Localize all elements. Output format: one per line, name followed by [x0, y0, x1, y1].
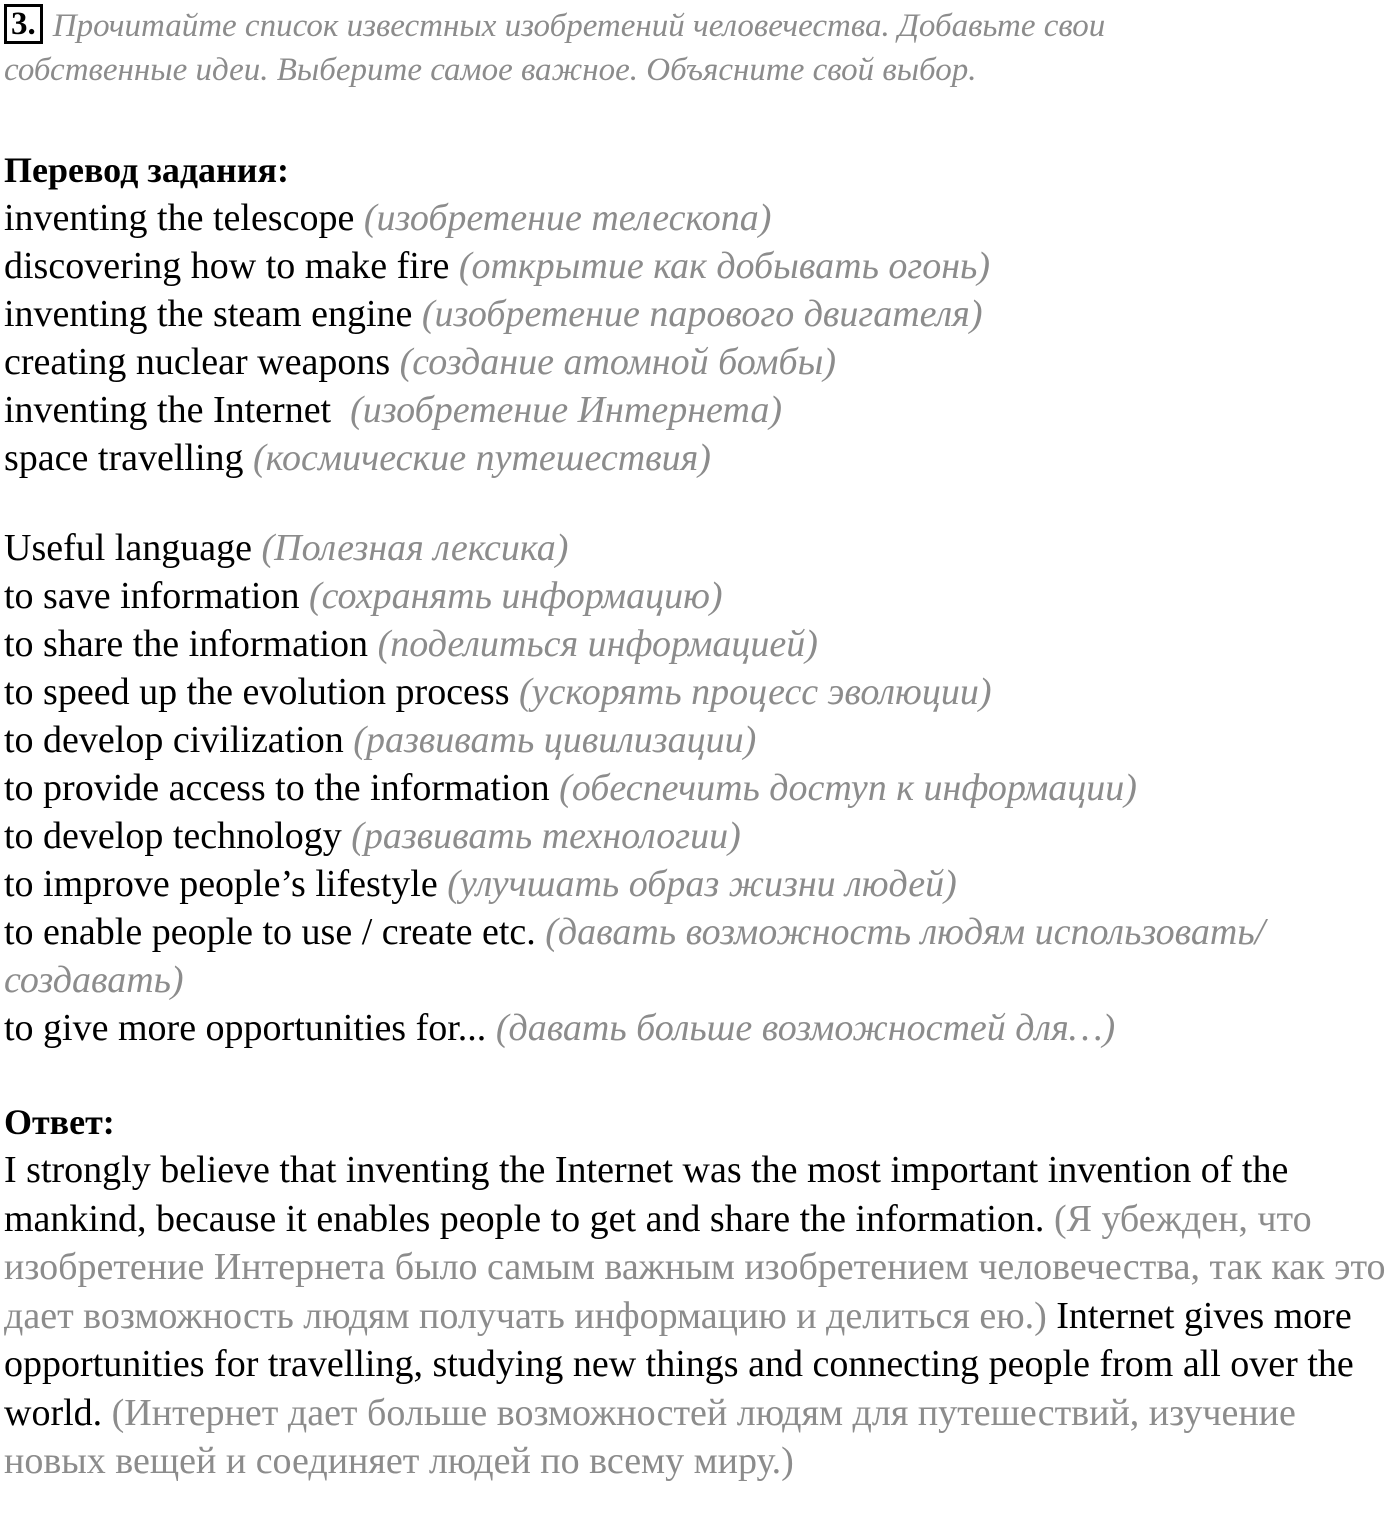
- item-russian: (создание атомной бомбы): [399, 341, 837, 383]
- instruction-line-1: Прочитайте список известных изобретений человечества. Добавьте свои: [52, 8, 1106, 44]
- item-russian: (изобретение телескопа): [363, 197, 772, 239]
- exercise-page: [4, 0, 1396, 1486]
- list-item: [4, 242, 1396, 290]
- answer-paragraph: [4, 1146, 1396, 1486]
- item-english: to enable people to use / create etc.: [4, 911, 536, 953]
- task-instruction: [4, 4, 1396, 92]
- translation-heading: Перевод задания:: [4, 150, 289, 190]
- item-russian: создавать): [4, 959, 184, 1001]
- list-item: [4, 812, 1396, 860]
- item-english: space travelling: [4, 437, 244, 479]
- item-russian: (изобретение парового двигателя): [421, 293, 983, 335]
- item-russian: (открытие как добывать огонь): [458, 245, 990, 287]
- list-item: [4, 290, 1396, 338]
- item-english: inventing the steam engine: [4, 293, 413, 335]
- item-english: to improve people’s lifestyle: [4, 863, 438, 905]
- item-russian: (поделиться информацией): [377, 623, 818, 665]
- item-english: inventing the telescope: [4, 197, 355, 239]
- list-item: [4, 194, 1396, 242]
- list-item: [4, 764, 1396, 812]
- list-item: [4, 716, 1396, 764]
- item-russian: (изобретение Интернета): [350, 389, 782, 431]
- item-english: to share the information: [4, 623, 369, 665]
- instruction-line-2: собственные идеи. Выберите самое важное. Объясните свой выбор.: [4, 52, 977, 88]
- useful-language-heading: [4, 524, 1396, 572]
- item-russian: (улучшать образ жизни людей): [447, 863, 957, 905]
- item-russian: (Полезная лексика): [261, 527, 569, 569]
- answer-russian-1: (Я убежден, что изобретение Интернета было самым важным изобретением человечества, так как это дает возможность людям получать информацию и делиться ею.): [4, 1197, 1386, 1337]
- list-item: [4, 860, 1396, 908]
- item-english: to develop civilization: [4, 719, 344, 761]
- list-item: [4, 908, 1396, 956]
- useful-language-list: [4, 524, 1396, 1052]
- answer-russian-2: (Интернет дает больше возможностей людям для путешествий, изучение новых вещей и соединяет людей по всему миру.): [4, 1391, 1296, 1482]
- item-russian: (давать больше возможностей для…): [495, 1007, 1116, 1049]
- list-item: [4, 338, 1396, 386]
- list-item: [4, 572, 1396, 620]
- spacer: [4, 482, 1396, 524]
- item-russian: (ускорять процесс эволюции): [519, 671, 992, 713]
- list-item: [4, 434, 1396, 482]
- item-english: to develop technology: [4, 815, 342, 857]
- item-russian: (развивать цивилизации): [353, 719, 757, 761]
- item-russian: (развивать технологии): [351, 815, 741, 857]
- answer-english-2: Internet gives more opportunities for travelling, studying new things and connecting people from all over the world.: [4, 1294, 1354, 1434]
- item-english: to give more opportunities for...: [4, 1007, 487, 1049]
- item-english: to speed up the evolution process: [4, 671, 510, 713]
- item-english: Useful language: [4, 527, 252, 569]
- answer-english-1: I strongly believe that inventing the Internet was the most important invention of the mankind, because it enables people to get and share the information.: [4, 1149, 1289, 1240]
- item-english: inventing the Internet: [4, 389, 332, 431]
- list-item: [4, 668, 1396, 716]
- item-russian: (сохранять информацию): [308, 575, 723, 617]
- item-russian: (обеспечить доступ к информации): [559, 767, 1137, 809]
- task-number-box: 3.: [4, 4, 43, 44]
- item-russian: (космические путешествия): [253, 437, 711, 479]
- list-item: [4, 620, 1396, 668]
- list-item: [4, 386, 1396, 434]
- list-item-continuation: [4, 956, 1396, 1004]
- item-english: discovering how to make fire: [4, 245, 450, 287]
- list-item: [4, 1004, 1396, 1052]
- inventions-list: [4, 194, 1396, 482]
- item-russian: (давать возможность людям использовать/: [545, 911, 1266, 953]
- item-english: to provide access to the information: [4, 767, 550, 809]
- answer-heading: Ответ:: [4, 1102, 115, 1142]
- item-english: to save information: [4, 575, 300, 617]
- item-english: creating nuclear weapons: [4, 341, 391, 383]
